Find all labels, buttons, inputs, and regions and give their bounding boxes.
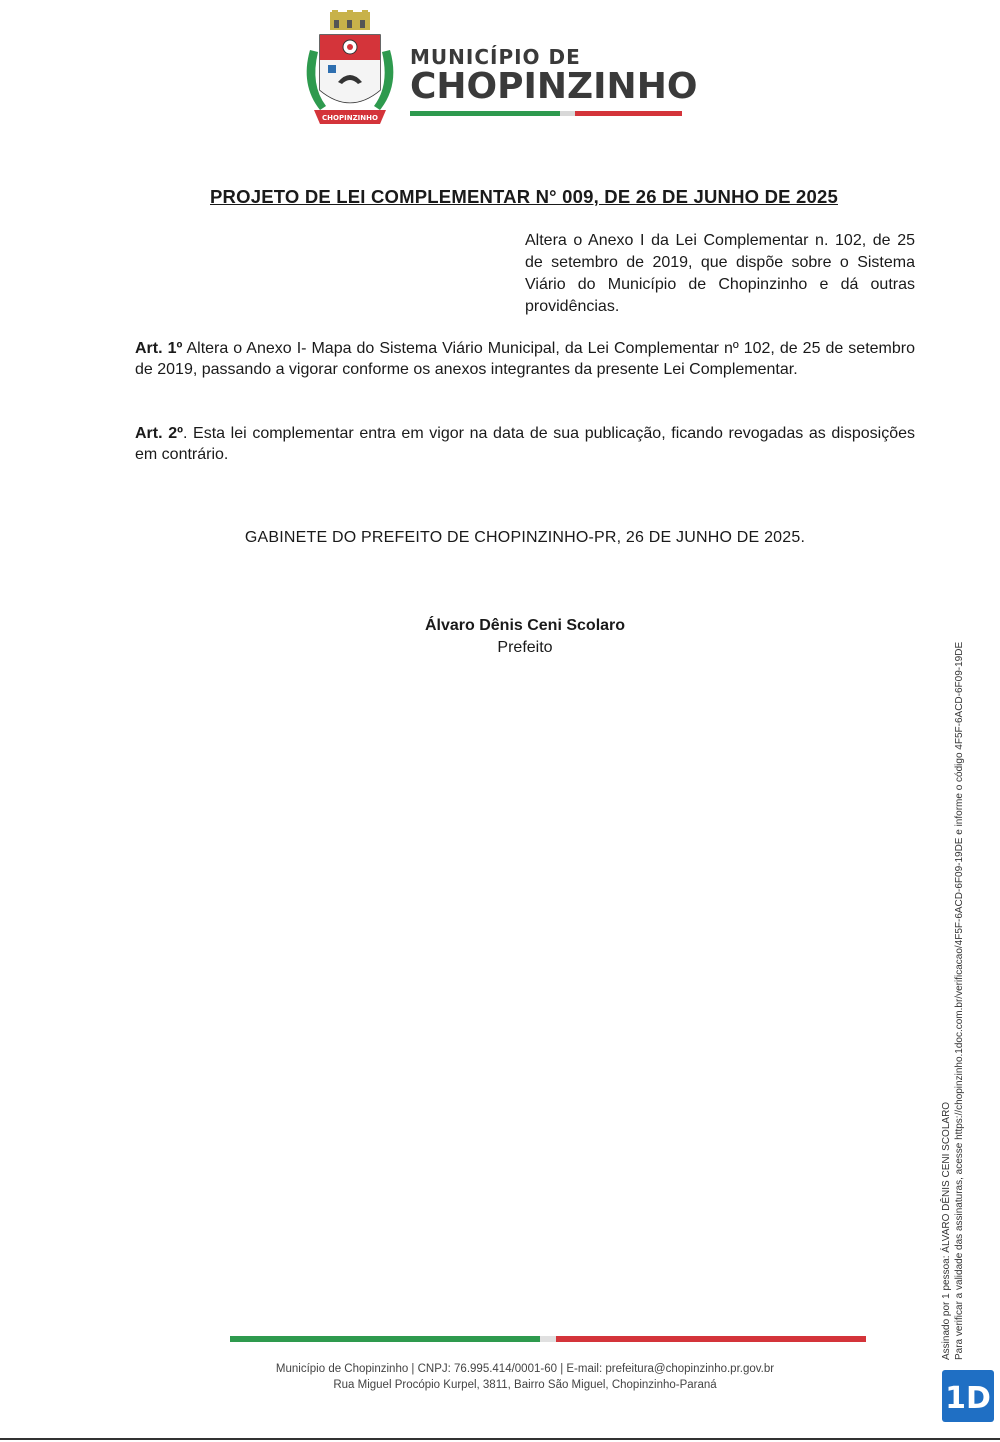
bottom-divider: [0, 1438, 1000, 1440]
closing-statement: GABINETE DO PREFEITO DE CHOPINZINHO-PR, 26 DE JUNHO DE 2025.: [244, 529, 806, 546]
verification-badge-icon[interactable]: [942, 1370, 994, 1422]
footer-line2: Rua Miguel Procópio Kurpel, 3811, Bairro São Miguel, Chopinzinho-Paraná: [333, 1379, 717, 1391]
brand-line1: MUNICÍPIO DE: [410, 45, 581, 69]
article-1: [135, 338, 915, 380]
municipal-crest-icon: [300, 10, 400, 135]
header-logo: [300, 10, 700, 135]
article-1-label: Art. 1º: [135, 340, 183, 357]
signature-stamp-line1: Assinado por 1 pessoa: ÁLVARO DÊNIS CENI SCOLARO: [941, 1101, 952, 1360]
svg-text:CHOPINZINHO: CHOPINZINHO: [322, 114, 378, 122]
brand-line2: CHOPINZINHO: [410, 66, 698, 107]
footer-line1: Município de Chopinzinho | CNPJ: 76.995.414/0001-60 | E-mail: prefeitura@chopinzinho.pr.gov.br: [275, 1363, 775, 1375]
signer-role: Prefeito: [497, 639, 553, 656]
article-1-text: Altera o Anexo I- Mapa do Sistema Viário Municipal, da Lei Complementar nº 102, de 25 de setembro de 2019, passando a vigorar conforme os anexos integrantes da presente Lei Complementar.: [135, 340, 915, 378]
ementa: Altera o Anexo I da Lei Complementar n. 102, de 25 de setembro de 2019, que dispõe sobre o Sistema Viário do Município de Chopinzinho e dá outras providências.: [525, 232, 915, 315]
brand-wordmark: [410, 46, 697, 106]
article-2-label: Art. 2º: [135, 425, 183, 442]
article-2-text: . Esta lei complementar entra em vigor na data de sua publicação, ficando revogadas as disposições em contrário.: [135, 425, 915, 463]
article-2: [135, 423, 915, 465]
footer: [130, 1361, 920, 1393]
brand-stripes: [410, 111, 682, 116]
document-title: PROJETO DE LEI COMPLEMENTAR N° 009, DE 26 DE JUNHO DE 2025: [210, 186, 838, 207]
signature-stamp-text: [940, 430, 980, 1360]
footer-stripes: [230, 1336, 866, 1342]
verification-badge-label: 1D: [945, 1381, 991, 1416]
signer-name: Álvaro Dênis Ceni Scolaro: [424, 617, 626, 634]
signature-stamp-line2[interactable]: Para verificar a validade das assinaturas, acesse https://chopinzinho.1doc.com.br/verificacao/4F5F-6ACD-6F09-19DE e informe o código 4F5F-6ACD-6F09-19DE: [954, 641, 965, 1360]
